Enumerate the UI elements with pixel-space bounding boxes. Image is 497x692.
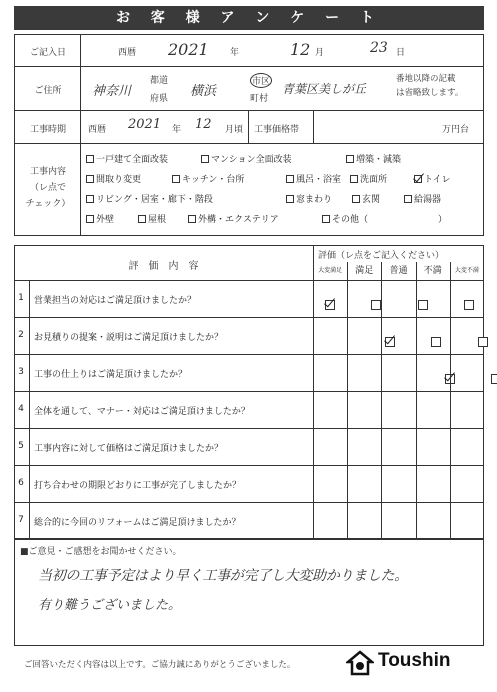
content-option[interactable] xyxy=(86,172,141,185)
work-month-value[interactable]: 12 xyxy=(195,117,212,132)
rating-checkbox[interactable] xyxy=(491,374,497,384)
content-checkbox[interactable] xyxy=(286,195,294,203)
content-option[interactable] xyxy=(86,152,168,165)
date-year-unit: 年 xyxy=(230,48,240,58)
address-town-value[interactable]: 青葉区美しが丘 xyxy=(282,82,367,96)
rating-checkbox[interactable] xyxy=(385,337,395,347)
price-unit: 万円台 xyxy=(442,125,470,135)
question-text: 工事の仕上りはご満足頂けましたか？ xyxy=(34,369,188,380)
content-checkbox[interactable] xyxy=(86,175,94,183)
scale-label: 大変満足 xyxy=(318,267,343,274)
address-pref-value[interactable]: 神奈川 xyxy=(92,84,132,99)
content-option-label: リビング・居室・廊下・階段 xyxy=(96,195,213,205)
content-option-label: 洗面所 xyxy=(360,175,388,185)
footer-text: ご回答いただく内容は以上です。ご協力誠にありがとうございました。 xyxy=(24,660,296,670)
content-option-label: マンション全面改装 xyxy=(211,155,292,165)
content-option[interactable] xyxy=(201,152,292,165)
question-number: 6 xyxy=(18,477,24,488)
content-checkbox[interactable] xyxy=(414,175,422,183)
content-option[interactable] xyxy=(172,172,244,185)
content-option-label: 一戸建て全面改装 xyxy=(96,155,169,165)
question-number: 3 xyxy=(18,366,24,377)
other-close-paren: ） xyxy=(438,215,448,225)
content-checkbox[interactable] xyxy=(286,175,294,183)
rating-checkbox[interactable] xyxy=(464,300,474,310)
comments-line1[interactable]: 当初の工事予定はより早く工事が完了し大変助かりました。 xyxy=(38,568,408,584)
question-text: 全体を通して、マナー・対応はご満足頂けましたか？ xyxy=(34,406,250,417)
content-option-label: トイレ xyxy=(424,175,451,185)
content-option-label: 窓まわり xyxy=(296,195,333,205)
work-year-unit: 年 xyxy=(172,125,182,135)
rating-checkbox[interactable] xyxy=(325,300,335,310)
work-era: 西暦 xyxy=(88,125,107,135)
brand-name: Toushin xyxy=(378,650,451,671)
comments-line2[interactable]: 有り難うございました。 xyxy=(38,598,182,613)
work-period-label: 工事時期 xyxy=(29,125,66,135)
work-year-value[interactable]: 2021 xyxy=(128,117,162,132)
content-option[interactable] xyxy=(188,212,279,225)
address-city-value[interactable]: 横浜 xyxy=(190,84,217,99)
content-option[interactable] xyxy=(286,192,332,205)
survey-title: お 客 様 ア ン ケ ー ト xyxy=(14,6,484,30)
content-checkbox[interactable] xyxy=(172,175,180,183)
content-checkbox[interactable] xyxy=(138,215,146,223)
content-option-label: 外構・エクステリア xyxy=(198,215,279,225)
content-option[interactable] xyxy=(138,212,166,225)
comments-label: ■ご意見・ご感想をお聞かせください。 xyxy=(20,547,182,557)
rating-checkbox[interactable] xyxy=(478,337,488,347)
pref-unit-top: 都道 xyxy=(150,76,169,86)
house-logo-icon xyxy=(346,650,374,676)
question-rows xyxy=(14,280,484,539)
survey-header-left: 評 価 内 容 xyxy=(128,261,199,272)
content-option-label: 給湯器 xyxy=(414,195,442,205)
content-option[interactable] xyxy=(352,192,380,205)
scale-label: 不満 xyxy=(423,266,442,276)
question-text: 総合的に今回のリフォームはご満足頂けましたか？ xyxy=(34,517,241,528)
rating-checkbox[interactable] xyxy=(418,300,428,310)
question-number: 1 xyxy=(18,292,24,303)
rating-checkbox[interactable] xyxy=(431,337,441,347)
date-month-unit: 月 xyxy=(315,48,325,58)
address-note: 番地以降の記載 は省略致します。 xyxy=(396,74,464,98)
question-number: 5 xyxy=(18,440,24,451)
content-option[interactable] xyxy=(350,172,387,185)
content-option-label: その他（ xyxy=(332,215,369,225)
price-label: 工事価格帯 xyxy=(254,125,300,135)
rating-checkbox[interactable] xyxy=(371,300,381,310)
date-day-unit: 日 xyxy=(396,48,406,58)
content-option-label: 増築・減築 xyxy=(356,155,402,165)
question-text: お見積りの提案・説明はご満足頂けましたか？ xyxy=(34,332,224,343)
work-month-unit: 月頃 xyxy=(225,125,244,135)
content-option[interactable] xyxy=(86,192,213,205)
content-checkbox[interactable] xyxy=(86,195,94,203)
content-option[interactable] xyxy=(322,212,447,225)
content-option[interactable] xyxy=(404,192,441,205)
scale-label: 満足 xyxy=(355,266,374,276)
date-label: ご記入日 xyxy=(29,48,66,58)
question-number: 7 xyxy=(18,514,24,525)
content-checkbox[interactable] xyxy=(86,155,94,163)
content-checkbox[interactable] xyxy=(404,195,412,203)
question-number: 4 xyxy=(18,403,24,414)
brand-logo xyxy=(346,648,481,678)
content-option[interactable] xyxy=(414,172,451,185)
content-checkbox[interactable] xyxy=(322,215,330,223)
city-unit-bottom: 町村 xyxy=(250,94,269,104)
content-option-label: 屋根 xyxy=(148,215,167,225)
date-year-value[interactable]: 2021 xyxy=(168,40,209,59)
question-text: 打ち合わせの期限どおりに工事が完了しましたか？ xyxy=(34,480,242,491)
content-option-label: 玄関 xyxy=(362,195,381,205)
date-month-value[interactable]: 12 xyxy=(290,40,311,59)
scale-label: 大変不満 xyxy=(454,267,479,274)
content-option-label: 風呂・浴室 xyxy=(296,175,342,185)
content-checkbox[interactable] xyxy=(86,215,94,223)
content-option-label: 間取り変更 xyxy=(96,175,142,185)
content-checkbox[interactable] xyxy=(201,155,209,163)
scale-row xyxy=(313,262,484,280)
pref-unit-bottom: 府県 xyxy=(150,94,169,104)
date-era: 西暦 xyxy=(118,48,137,58)
content-option[interactable] xyxy=(86,212,114,225)
content-checkbox[interactable] xyxy=(352,195,360,203)
question-text: 工事内容に対して価格はご満足頂けましたか？ xyxy=(34,443,224,454)
date-day-value[interactable]: 23 xyxy=(370,40,388,56)
content-label: 工事内容 （レ点で チェック） xyxy=(25,167,71,209)
content-option[interactable] xyxy=(286,172,341,185)
content-options xyxy=(86,150,482,234)
survey-header-right: 評価（レ点をご記入ください） xyxy=(318,251,445,261)
address-label: ご住所 xyxy=(34,86,62,96)
content-checkbox[interactable] xyxy=(350,175,358,183)
content-option-label: キッチン・台所 xyxy=(182,175,245,185)
question-number: 2 xyxy=(18,329,24,340)
content-option[interactable] xyxy=(346,152,401,165)
scale-label: 普通 xyxy=(389,266,408,276)
content-option-label: 外壁 xyxy=(96,215,115,225)
content-checkbox[interactable] xyxy=(346,155,354,163)
city-unit-top: 市区 xyxy=(250,73,272,88)
question-text: 営業担当の対応はご満足頂けましたか？ xyxy=(34,295,197,306)
content-checkbox[interactable] xyxy=(188,215,196,223)
